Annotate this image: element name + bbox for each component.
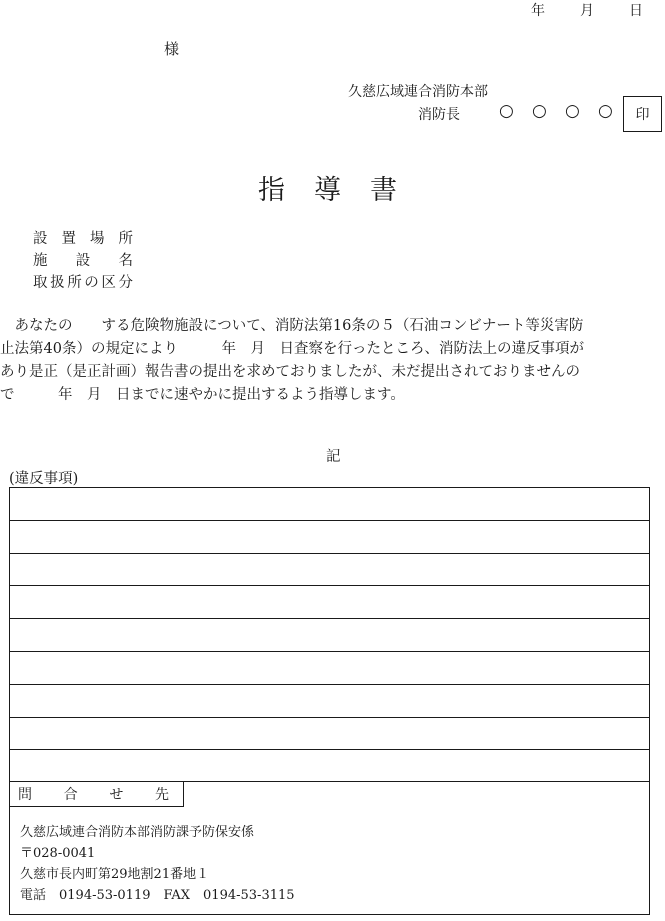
seal-label: 印 xyxy=(635,107,650,123)
contact-label: 問合せ先 xyxy=(18,786,169,803)
date-line xyxy=(531,0,643,20)
contact-phone: 電話 0194-53-0119 FAX 0194-53-3115 xyxy=(20,888,295,903)
contact-postal: 〒028-0041 xyxy=(20,846,96,861)
name-mark: ○ xyxy=(499,101,514,121)
contact-info xyxy=(20,822,295,906)
row-divider xyxy=(10,684,649,685)
row-divider xyxy=(10,585,649,586)
document-title xyxy=(258,168,426,207)
field-facility-name: 施設名 xyxy=(33,253,133,269)
row-divider xyxy=(10,651,649,652)
name-mark: ○ xyxy=(532,101,547,121)
row-divider xyxy=(10,618,649,619)
ki-heading: 記 xyxy=(326,449,341,465)
row-divider xyxy=(10,749,649,750)
name-mark: ○ xyxy=(565,101,580,121)
row-divider xyxy=(10,553,649,554)
seal-box xyxy=(623,96,662,132)
body-line: あなたの する危険物施設について、消防法第16条の５（石油コンビナート等災害防 xyxy=(0,318,584,334)
date-year: 年 xyxy=(531,3,545,19)
issuer-name-marks xyxy=(499,101,631,121)
title-char: 書 xyxy=(370,175,397,206)
contact-address: 久慈市長内町第29地割21番地１ xyxy=(20,867,210,882)
row-divider xyxy=(10,717,649,718)
addressee-suffix: 様 xyxy=(164,40,180,58)
issuer-org: 久慈広域連合消防本部 xyxy=(348,84,488,100)
contact-dept: 久慈広域連合消防本部消防課予防保安係 xyxy=(20,825,255,840)
row-divider xyxy=(10,520,649,521)
title-char: 導 xyxy=(314,175,341,206)
body-line: で 年 月 日までに速やかに提出するよう指導します。 xyxy=(0,387,405,403)
issuer-title: 消防長 xyxy=(418,107,460,123)
date-day: 日 xyxy=(629,3,643,19)
title-char: 指 xyxy=(258,175,285,206)
field-labels xyxy=(33,228,133,294)
body-line: あり是正（是正計画）報告書の提出を求めておりましたが、未だ提出されておりませんの xyxy=(0,364,580,380)
body-paragraph xyxy=(0,315,665,407)
violation-label: (違反事項) xyxy=(9,471,79,487)
body-line: 止法第40条）の規定により 年 月 日査察を行ったところ、消防法上の違反事項が xyxy=(0,341,584,357)
violation-table xyxy=(9,487,650,915)
name-mark: ○ xyxy=(598,101,613,121)
contact-label-box xyxy=(10,781,184,807)
field-category: 取扱所の区分 xyxy=(33,275,133,291)
date-month: 月 xyxy=(580,3,594,19)
field-location: 設置場所 xyxy=(33,231,133,247)
